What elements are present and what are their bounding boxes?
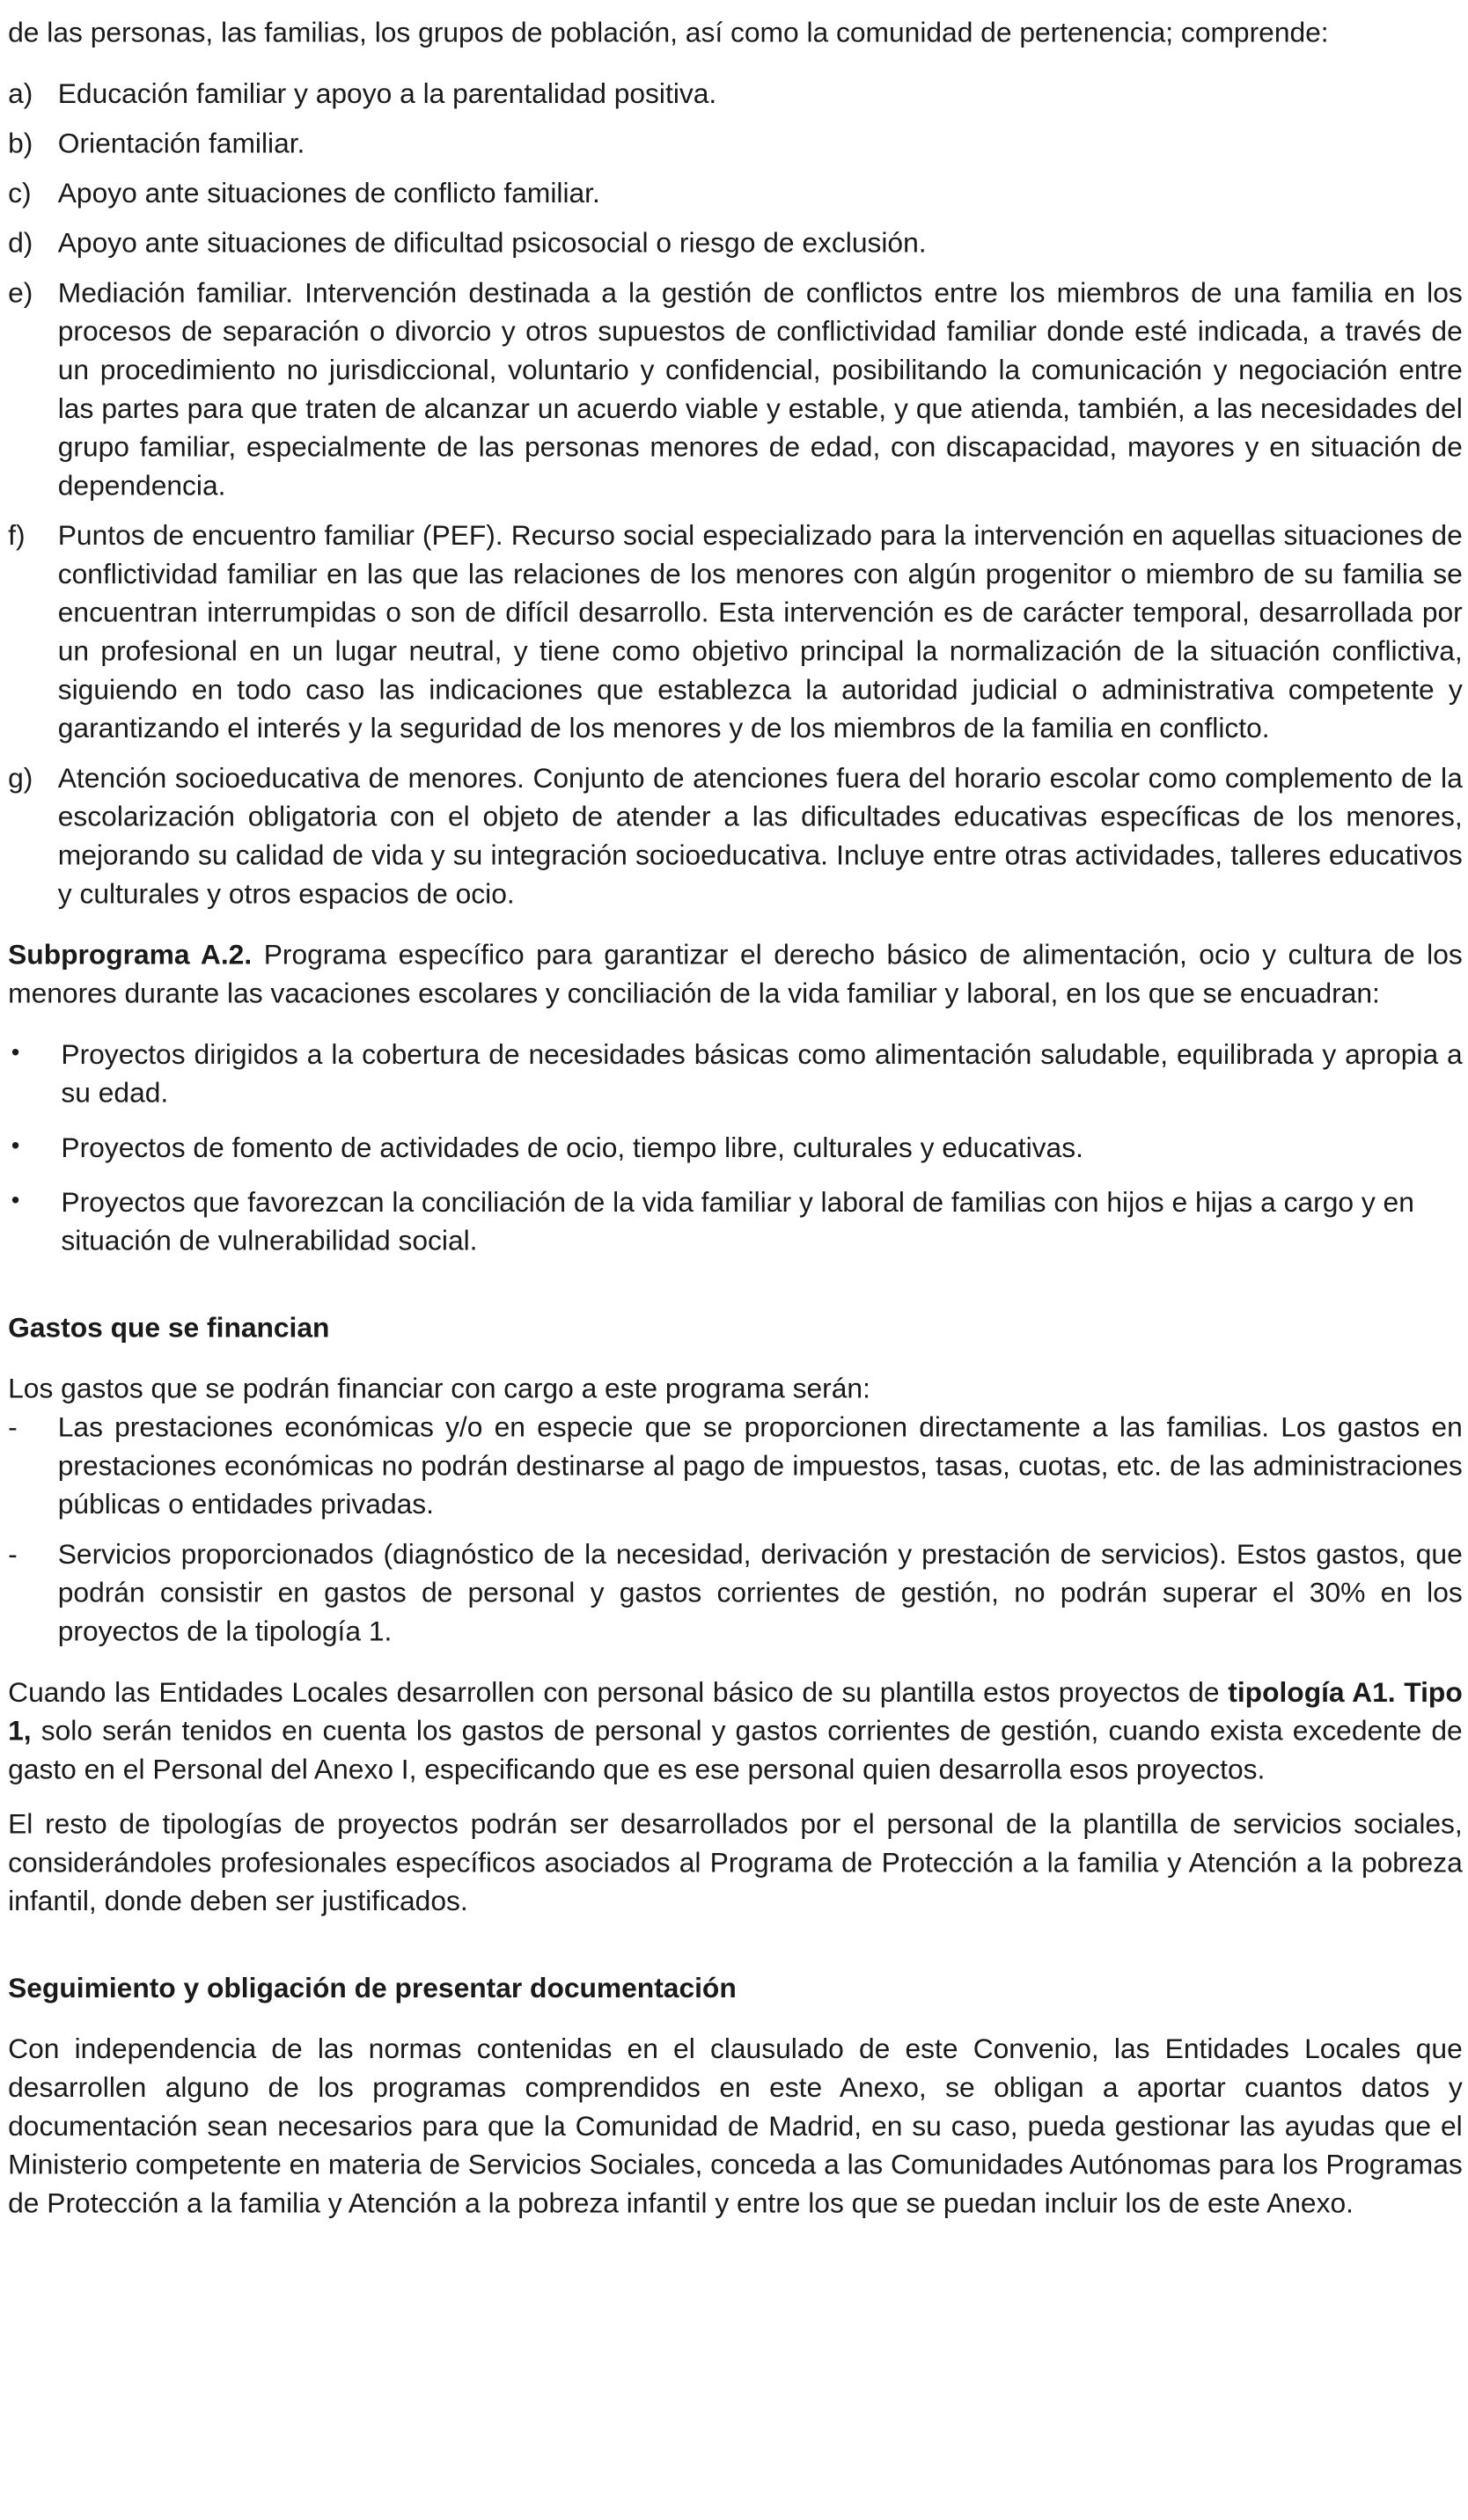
dash-marker: - — [8, 1537, 18, 1571]
list-item-text: Atención socioeducativa de menores. Conjunto de atenciones fuera del horario escolar como complemento de la escolarización obligatoria con el objeto de atender a las dificultades educativas específicas de los menores, mejorando su calidad de vida y su integración socioeducativa. Incluye entre otras actividades, talleres educativos y culturales y otros espacios de ocio. — [57, 761, 1463, 910]
list-item-text: Apoyo ante situaciones de dificultad psicosocial o riesgo de exclusión. — [57, 226, 927, 260]
bullet-item — [8, 1183, 1463, 1260]
subprogram-text: Programa específico para garantizar el derecho básico de alimentación, ocio y cultura de los menores durante las vacaciones escolares y conciliación de la vida familiar y laboral, en los que se encuadran: — [8, 938, 1463, 1009]
list-item-text: Puntos de encuentro familiar (PEF). Recurso social especializado para la intervención en aquellas situaciones de conflictividad familiar en las que las relaciones de los menores con algún progenitor o miembro de su familia se encuentran interrumpidas o son de difícil desarrollo. Esta intervención es de carácter temporal, desarrollada por un profesional en un lugar neutral, y tiene como objetivo principal la normalización de la situación conflictiva, siguiendo en todo caso las indicaciones que establezca la autoridad judicial o administrativa competente y garantizando el interés y la seguridad de los menores y de los miembros de la familia en conflicto. — [57, 518, 1463, 744]
list-item-c — [8, 173, 1463, 212]
bullet-item-text: Proyectos de fomento de actividades de ocio, tiempo libre, culturales y educativas. — [61, 1131, 1083, 1164]
list-marker: b) — [8, 127, 33, 159]
bullet-item — [8, 1128, 1463, 1167]
list-item-text: Educación familiar y apoyo a la parentalidad positiva. — [57, 77, 717, 110]
gastos-paragraph-1 — [8, 1673, 1463, 1788]
list-marker: d) — [8, 226, 33, 260]
bullet-item-text: Proyectos dirigidos a la cobertura de necesidades básicas como alimentación saludable, equilibrada y apropia a su edad. — [61, 1037, 1463, 1110]
dash-item — [8, 1408, 1463, 1523]
document-body — [8, 13, 1463, 2223]
list-item-f — [8, 516, 1463, 747]
list-item-b — [8, 124, 1463, 163]
bullet-marker: • — [11, 1039, 20, 1067]
subprogram-paragraph — [8, 935, 1463, 1013]
intro-paragraph: de las personas, las familias, los grupos de población, así como la comunidad de pertenencia; comprende: — [8, 16, 1329, 48]
list-marker: a) — [8, 77, 33, 110]
list-item-text: Mediación familiar. Intervención destinada a la gestión de conflictos entre los miembros de una familia en los procesos de separación o divorcio y otros supuestos de conflictividad familiar donde esté indicada, a través de un procedimiento no jurisdiccional, voluntario y confidencial, posibilitando la comunicación y negociación entre las partes para que traten de alcanzar un acuerdo viable y estable, y que atienda, también, a las necesidades del grupo familiar, especialmente de las personas menores de edad, con discapacidad, mayores y en situación de dependencia. — [57, 276, 1463, 502]
list-item-e — [8, 273, 1463, 504]
bullet-item — [8, 1035, 1463, 1112]
gastos-paragraph-1-start: Cuando las Entidades Locales desarrollen con personal básico de su plantilla estos proyectos de — [8, 1675, 1229, 1709]
bullet-item-text: Proyectos que favorezcan la conciliación de la vida familiar y laboral de familias con hijos e hijas a cargo y en situación de vulnerabilidad social. — [61, 1185, 1414, 1257]
list-item-a — [8, 74, 1463, 113]
dash-item-text: Servicios proporcionados (diagnóstico de la necesidad, derivación y prestación de servicios). Estos gastos, que podrán consistir en gastos de personal y gastos corrientes de gestión, no podrán superar el 30% en los proyectos de la tipología 1. — [57, 1537, 1463, 1647]
dash-marker: - — [8, 1410, 18, 1443]
gastos-heading: Gastos que se financian — [8, 1311, 330, 1344]
gastos-paragraph-1-end: solo serán tenidos en cuenta los gastos de personal y gastos corrientes de gestión, cuando exista excedente de gasto en el Personal del Anexo I, especificando que es ese personal quien desarrolla esos proyectos. — [8, 1714, 1463, 1785]
list-item-text: Orientación familiar. — [57, 127, 305, 159]
list-marker: g) — [8, 761, 33, 795]
dash-item-text: Las prestaciones económicas y/o en especie que se proporcionen directamente a las familias. Los gastos en prestaciones económicas no podrán destinarse al pago de impuestos, tasas, cuotas, etc. de las administraciones públicas o entidades privadas. — [57, 1410, 1463, 1520]
seguimiento-heading: Seguimiento y obligación de presentar documentación — [8, 1971, 737, 2004]
bullet-marker: • — [11, 1132, 20, 1161]
gastos-paragraph-2: El resto de tipologías de proyectos podrán ser desarrollados por el personal de la plantilla de servicios sociales, considerándoles profesionales específicos asociados al Programa de Protección a la familia y Atención a la pobreza infantil, donde deben ser justificados. — [8, 1807, 1463, 1917]
list-marker: f) — [8, 518, 26, 552]
list-marker: c) — [8, 176, 32, 209]
gastos-paragraph-1-bold: tipología A1. Tipo 1, — [8, 1675, 1463, 1747]
subprogram-label: Subprograma A.2. — [8, 938, 253, 971]
seguimiento-paragraph: Con independencia de las normas contenidas en el clausulado de este Convenio, las Entidades Locales que desarrollen alguno de los programas comprendidos en este Anexo, se obligan a aportar cuantos datos y documentación sean necesarios para que la Comunidad de Madrid, en su caso, pueda gestionar las ayudas que el Ministerio competente en materia de Servicios Sociales, conceda a las Comunidades Autónomas para los Programas de Protección a la familia y Atención a la pobreza infantil y entre los que se puedan incluir los de este Anexo. — [8, 2033, 1463, 2219]
list-marker: e) — [8, 276, 33, 309]
dash-item — [8, 1535, 1463, 1650]
list-item-text: Apoyo ante situaciones de conflicto familiar. — [57, 176, 600, 209]
gastos-intro: Los gastos que se podrán financiar con cargo a este programa serán: — [8, 1372, 870, 1405]
list-item-g — [8, 758, 1463, 912]
bullet-marker: • — [11, 1187, 20, 1215]
list-item-d — [8, 223, 1463, 262]
